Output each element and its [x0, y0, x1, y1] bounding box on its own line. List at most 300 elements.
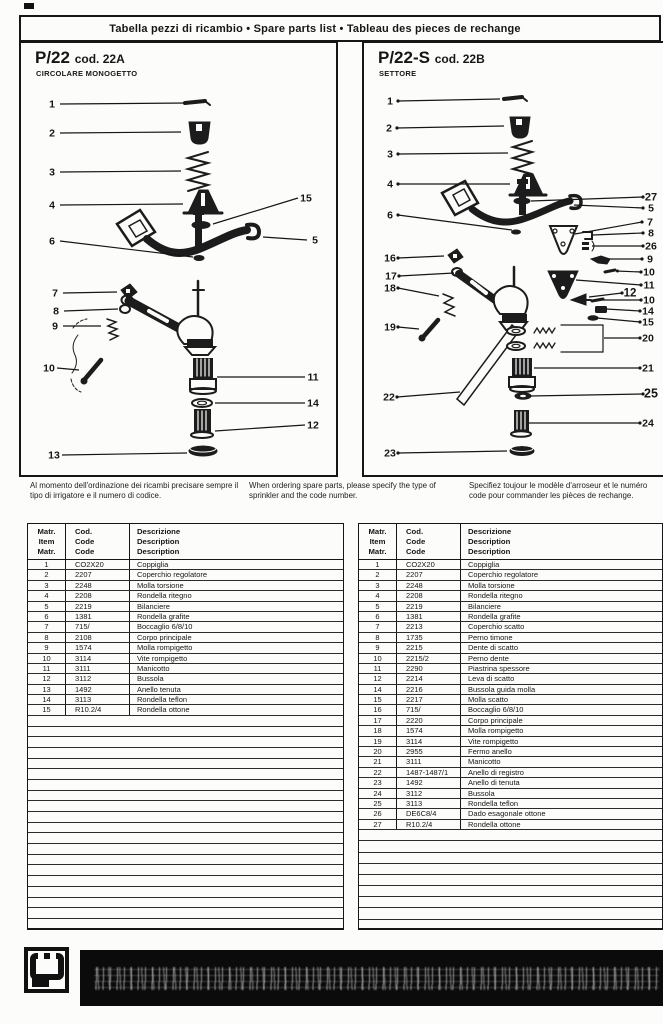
header-line: Description — [137, 537, 180, 546]
callout-number: 14 — [307, 397, 319, 410]
description-cell: Coperchio regolatore — [137, 570, 208, 580]
part-deflector-blade — [457, 325, 519, 405]
item-cell: 9 — [359, 643, 397, 652]
callout-number: 21 — [642, 362, 654, 375]
footer-print-noise — [94, 967, 659, 990]
code-cell: 2215/2 — [397, 654, 461, 663]
code-cell: 2208 — [66, 591, 130, 600]
description-cell: Fermo anello — [468, 747, 512, 757]
table-header — [28, 524, 343, 560]
callout-dot — [638, 336, 641, 339]
callout-number: 5 — [312, 234, 318, 247]
code-cell: 3111 — [397, 757, 461, 766]
callout-dot — [641, 231, 644, 234]
callout-number: 17 — [385, 270, 397, 283]
callout-number: 2 — [386, 122, 392, 135]
code-cell: CO2X20 — [66, 560, 130, 569]
code-cell: CO2X20 — [397, 560, 461, 569]
table-row — [28, 664, 343, 674]
item-cell: 7 — [28, 622, 66, 631]
part-trip-tooth — [591, 256, 610, 264]
callout-leader-line — [60, 171, 181, 172]
callout-dot — [397, 274, 400, 277]
code-cell: 2207 — [397, 570, 461, 579]
callout-number: 23 — [384, 447, 396, 460]
callout-number: 27 — [644, 191, 658, 204]
header-line: Matr. — [37, 527, 56, 536]
code-cell: 2290 — [397, 664, 461, 673]
description-cell: Bilanciere — [137, 601, 170, 611]
callout-number: 13 — [48, 449, 60, 462]
code-cell: R10.2/4 — [66, 705, 130, 714]
item-cell: 8 — [359, 633, 397, 642]
item-cell: 25 — [359, 799, 397, 808]
callout-dot — [638, 309, 641, 312]
description-cell: Rondella ritegno — [468, 591, 523, 601]
part-graphite-washer — [194, 256, 204, 261]
description-cell: Manicotto — [137, 663, 170, 673]
table-header-col2 — [66, 524, 130, 559]
description-cell: Vite rompigetto — [137, 653, 188, 663]
table-empty-row — [28, 833, 343, 844]
item-cell: 10 — [359, 654, 397, 663]
part-manicotto — [509, 358, 535, 392]
callout-number: 6 — [49, 235, 55, 248]
part-small-spring — [107, 319, 118, 340]
callout-dot — [641, 206, 644, 209]
table-row — [359, 789, 662, 799]
code-cell: 2248 — [397, 581, 461, 590]
part-cotter-pin — [504, 97, 527, 101]
table-empty-row — [359, 875, 662, 886]
table-header-col2 — [397, 524, 461, 559]
description-cell: Rondella grafite — [137, 611, 190, 621]
table-empty-row — [28, 780, 343, 791]
callout-leader-line — [398, 153, 508, 154]
item-cell: 5 — [359, 602, 397, 611]
callout-number: 19 — [384, 321, 396, 334]
item-cell: 12 — [359, 674, 397, 683]
item-cell: 15 — [359, 695, 397, 704]
description-cell: Perno timone — [468, 632, 513, 642]
header-line: Description — [468, 547, 511, 556]
callout-leader-line — [606, 309, 640, 311]
table-row — [359, 757, 662, 767]
item-cell: 7 — [359, 622, 397, 631]
callout-leader-line — [60, 132, 181, 133]
header-line: Code — [406, 547, 426, 556]
callout-dot — [396, 256, 399, 259]
table-empty-row — [28, 769, 343, 780]
code-cell: 2955 — [397, 747, 461, 756]
item-cell: 13 — [28, 685, 66, 694]
item-cell: 8 — [28, 633, 66, 642]
code-cell: 2216 — [397, 685, 461, 694]
callout-number: 9 — [52, 320, 58, 333]
table-row — [359, 560, 662, 570]
callout-number: 20 — [642, 332, 654, 345]
part-seal-cap — [189, 445, 217, 456]
callout-leader-line — [530, 394, 643, 396]
code-cell: 1574 — [66, 643, 130, 652]
item-cell: 27 — [359, 820, 397, 829]
item-cell: 4 — [28, 591, 66, 600]
callout-leader-line — [213, 198, 298, 224]
header-line: Cod. — [406, 527, 424, 536]
model-name: P/22-S — [378, 48, 430, 67]
part-regulator-cap — [510, 117, 530, 138]
callout-leader-line — [397, 392, 460, 397]
callout-number: 2 — [49, 127, 55, 140]
description-cell: Bussola — [468, 788, 495, 798]
code-cell: 1735 — [397, 633, 461, 642]
callout-dot — [396, 152, 399, 155]
callout-dot — [396, 182, 399, 185]
header-line: Cod. — [75, 527, 93, 536]
table-row — [359, 581, 662, 591]
table-header-col1 — [359, 524, 397, 559]
description-cell: Rondella ottone — [137, 705, 190, 715]
part-manicotto — [190, 358, 216, 394]
callout-dot — [639, 270, 642, 273]
item-cell: 11 — [28, 664, 66, 673]
table-empty-row — [28, 908, 343, 919]
callout-number: 8 — [53, 305, 59, 318]
description-cell: Bussola guida molla — [468, 684, 536, 694]
table-row — [359, 654, 662, 664]
callout-leader-line — [399, 273, 454, 276]
table-empty-row — [28, 919, 343, 930]
callout-dot — [640, 257, 643, 260]
description-cell: Anello tenuta — [137, 684, 181, 694]
code-cell: 3111 — [66, 664, 130, 673]
description-cell: Anello di tenuta — [468, 778, 520, 788]
code-cell: 2220 — [397, 716, 461, 725]
callout-number: 24 — [642, 417, 654, 430]
callout-leader-line — [597, 318, 640, 322]
item-cell: 21 — [359, 757, 397, 766]
code-cell: 2219 — [397, 602, 461, 611]
table-row — [359, 685, 662, 695]
description-cell: Leva di scatto — [468, 674, 515, 684]
table-row — [359, 695, 662, 705]
publisher-logo — [24, 947, 69, 998]
description-cell: Coperchio scatto — [468, 622, 525, 632]
part-retainer-bell — [510, 174, 546, 195]
print-registration-mark — [24, 3, 34, 9]
table-row — [28, 612, 343, 622]
callout-leader-line — [398, 451, 507, 453]
table-row — [28, 685, 343, 695]
table-row — [28, 622, 343, 632]
table-row — [28, 643, 343, 653]
table-row — [359, 674, 662, 684]
table-empty-row — [28, 791, 343, 802]
model-name: P/22 — [35, 48, 70, 67]
callout-number: 18 — [384, 282, 396, 295]
table-empty-row — [28, 801, 343, 812]
callout-number: 16 — [384, 252, 396, 265]
panel-p22-subtitle: CIRCOLARE MONOGETTO — [36, 69, 138, 78]
code-cell: 1574 — [397, 726, 461, 735]
callout-dot — [639, 283, 642, 286]
item-cell: 1 — [28, 560, 66, 569]
part-trip-cover-plate — [550, 226, 577, 254]
part-small-spring — [443, 294, 455, 316]
callout-number: 4 — [387, 178, 393, 191]
part-guide-cylinder — [595, 306, 607, 313]
item-cell: 10 — [28, 654, 66, 663]
table-row — [359, 612, 662, 622]
callout-leader-line — [397, 126, 504, 128]
description-cell: Rondella teflon — [468, 798, 519, 808]
item-cell: 4 — [359, 591, 397, 600]
part-main-body — [494, 267, 528, 330]
callout-number: 25 — [644, 386, 658, 401]
code-cell: 2214 — [397, 674, 461, 683]
table-empty-row — [28, 727, 343, 738]
description-cell: Molla scatto — [468, 695, 509, 705]
code-cell: 2213 — [397, 622, 461, 631]
code-cell: 1381 — [397, 612, 461, 621]
table-empty-row — [359, 908, 662, 919]
table-row — [28, 695, 343, 705]
item-cell: 19 — [359, 737, 397, 746]
item-cell: 12 — [28, 674, 66, 683]
description-cell: Rondella teflon — [137, 695, 188, 705]
table-row — [359, 747, 662, 757]
callout-leader-line — [398, 288, 439, 296]
callout-leader-line — [60, 204, 183, 205]
callout-leader-line — [593, 233, 643, 235]
description-cell: Rondella grafite — [468, 611, 521, 621]
code-cell: 2217 — [397, 695, 461, 704]
caption-english: When ordering spare parts, please specify the type of sprinkler and the code number. — [249, 481, 436, 500]
callout-leader-line — [263, 237, 307, 240]
caption-italian: Al momento dell'ordinazione dei ricambi precisare sempre il tipo di irrigatore e il numero di codice. — [30, 481, 239, 500]
item-cell: 2 — [28, 570, 66, 579]
item-cell: 6 — [359, 612, 397, 621]
table-empty-row — [28, 865, 343, 876]
description-cell: Coppiglia — [468, 560, 500, 569]
callout-leader-line — [575, 222, 642, 234]
table-row — [359, 778, 662, 788]
model-code: cod. 22A — [74, 52, 125, 66]
description-cell: Bussola — [137, 674, 164, 684]
callout-leader-line — [398, 256, 444, 258]
callout-number: 10 — [43, 362, 55, 375]
table-empty-row — [359, 864, 662, 875]
item-cell: 24 — [359, 789, 397, 798]
callout-number: 1 — [387, 95, 393, 108]
header-line: Item — [369, 537, 386, 546]
item-cell: 1 — [359, 560, 397, 569]
description-cell: Corpo principale — [137, 632, 192, 642]
table-row — [359, 716, 662, 726]
item-cell: 6 — [28, 612, 66, 621]
callout-leader-line — [64, 309, 118, 311]
code-cell: 2207 — [66, 570, 130, 579]
table-empty-row — [359, 886, 662, 897]
exploded-diagram-p22 — [21, 43, 340, 479]
callout-leader-line — [398, 99, 500, 101]
table-empty-row — [359, 830, 662, 841]
table-row — [28, 591, 343, 601]
callout-dot — [395, 395, 398, 398]
model-code: cod. 22B — [434, 52, 485, 66]
callout-leader-line — [576, 280, 641, 285]
callout-dot — [396, 213, 399, 216]
table-empty-row — [28, 823, 343, 834]
part-pin-10 — [592, 299, 603, 301]
code-cell: 715/ — [397, 705, 461, 714]
code-cell: 2108 — [66, 633, 130, 642]
item-cell: 17 — [359, 716, 397, 725]
table-row — [359, 602, 662, 612]
callout-number: 3 — [387, 148, 393, 161]
parts-table-p22s — [358, 523, 663, 930]
item-cell: 14 — [359, 685, 397, 694]
callout-leader-line — [63, 292, 117, 293]
item-cell: 5 — [28, 602, 66, 611]
description-cell: Manicotto — [468, 757, 501, 767]
code-cell: 2248 — [66, 581, 130, 590]
callout-leader-line — [62, 453, 187, 455]
part-body-arm — [452, 268, 498, 302]
callout-dot — [638, 366, 641, 369]
part-washers-springs-set — [507, 325, 603, 352]
header-line: Code — [75, 537, 95, 546]
table-empty-row — [359, 920, 662, 930]
description-cell: Rondella ritegno — [137, 591, 192, 601]
part-retainer-bell — [184, 190, 222, 213]
exploded-diagram-p22s — [364, 43, 663, 479]
table-row — [359, 622, 662, 632]
callout-number: 14 — [642, 305, 654, 318]
table-row — [359, 633, 662, 643]
code-cell: 1492 — [66, 685, 130, 694]
part-regulator-cap — [189, 122, 210, 144]
callout-number: 6 — [387, 209, 393, 222]
callout-dot — [638, 320, 641, 323]
description-cell: Rondella ottone — [468, 819, 521, 829]
header-line: Descrizione — [468, 527, 512, 536]
callout-number: 1 — [49, 98, 55, 111]
callout-leader-line — [616, 271, 641, 272]
caption-french: Specifiez toujour le modèle d'arroseur et le numéro code pour commander les pièces de rechange. — [469, 481, 648, 500]
callout-leader-line — [589, 293, 622, 297]
callout-number: 10 — [643, 266, 655, 279]
callout-number: 3 — [49, 166, 55, 179]
description-cell: Molla torsione — [137, 580, 184, 590]
callout-number: 12 — [307, 419, 319, 432]
part-main-body — [177, 316, 215, 355]
code-cell: 1381 — [66, 612, 130, 621]
part-bussola — [191, 409, 213, 438]
code-cell: DE6C8/4 — [397, 809, 461, 818]
table-row — [359, 664, 662, 674]
code-cell: 2215 — [397, 643, 461, 652]
code-cell: R10.2/4 — [397, 820, 461, 829]
callout-number: 9 — [647, 253, 653, 266]
header-line: Description — [137, 547, 180, 556]
part-teflon-washer — [192, 399, 212, 407]
part-cotter-pin — [185, 101, 210, 105]
description-cell: Perno dente — [468, 653, 509, 663]
table-row — [28, 674, 343, 684]
footer-print-strip — [80, 950, 663, 1006]
callout-dot — [641, 244, 644, 247]
table-empty-row — [28, 855, 343, 866]
callout-number: 11 — [643, 279, 655, 292]
callout-dot — [396, 99, 399, 102]
code-cell: 3113 — [397, 799, 461, 808]
table-empty-row — [28, 748, 343, 759]
table-header-col3 — [130, 524, 343, 559]
callout-number: 7 — [52, 287, 58, 300]
item-cell: 20 — [359, 747, 397, 756]
part-graphite-washer — [512, 230, 521, 234]
description-cell: Bilanciere — [468, 601, 501, 611]
callout-leader-line — [398, 327, 419, 329]
callout-number: 8 — [648, 227, 654, 240]
part-seal-cap — [510, 446, 534, 456]
item-cell: 26 — [359, 809, 397, 818]
item-cell: 3 — [359, 581, 397, 590]
callout-number: 10 — [643, 294, 655, 307]
table-row — [28, 705, 343, 715]
table-empty-row — [28, 759, 343, 770]
code-cell: 3112 — [66, 674, 130, 683]
description-cell: Molla rompigetto — [468, 726, 524, 736]
callout-number: 7 — [647, 216, 653, 229]
part-torsion-spring — [513, 141, 532, 174]
callout-leader-line — [215, 425, 305, 431]
table-empty-row — [359, 853, 662, 864]
table-row — [28, 602, 343, 612]
description-cell: Piastrina spessore — [468, 663, 530, 673]
part-torsion-spring — [188, 152, 208, 191]
table-row — [359, 820, 662, 830]
callout-number: 15 — [642, 316, 654, 329]
description-cell: Boccaglio 6/8/10 — [468, 705, 524, 715]
table-header-col1 — [28, 524, 66, 559]
callout-dot — [639, 298, 642, 301]
table-row — [28, 654, 343, 664]
item-cell: 15 — [28, 705, 66, 714]
table-row — [359, 705, 662, 715]
callout-dot — [396, 325, 399, 328]
callout-leader-line — [574, 205, 643, 208]
header-line: Description — [468, 537, 511, 546]
table-header — [359, 524, 662, 560]
callout-number: 4 — [49, 199, 55, 212]
table-empty-row — [28, 737, 343, 748]
item-cell: 16 — [359, 705, 397, 714]
callout-number: 5 — [648, 202, 654, 215]
panel-p22s — [362, 41, 663, 477]
item-cell: 11 — [359, 664, 397, 673]
header-line: Matr. — [37, 547, 56, 556]
header-line: Code — [406, 537, 426, 546]
callout-number: 15 — [300, 192, 312, 205]
table-row — [359, 591, 662, 601]
description-cell: Anello di registro — [468, 767, 524, 777]
parts-table-p22 — [27, 523, 344, 930]
item-cell: 9 — [28, 643, 66, 652]
table-empty-row — [28, 898, 343, 909]
callout-dot — [396, 451, 399, 454]
